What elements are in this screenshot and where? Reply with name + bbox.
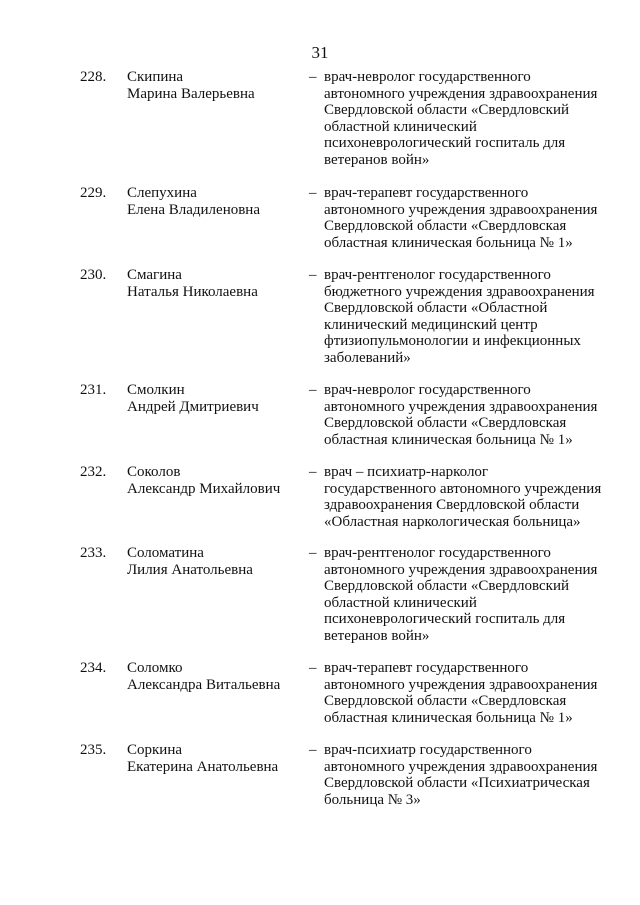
entry-number: 234. <box>80 660 107 676</box>
description-line: областная клиническая больница № 1» <box>324 431 573 448</box>
position-description <box>324 382 614 448</box>
surname: Соломко <box>127 660 183 676</box>
entry-number: 233. <box>80 545 107 561</box>
given-names: Александра Витальевна <box>127 676 281 693</box>
description-line: фтизиопульмонологии и инфекционных <box>324 333 581 350</box>
surname: Смолкин <box>127 382 185 398</box>
dash: – <box>309 660 317 676</box>
surname: Соломатина <box>127 545 204 561</box>
position-description <box>324 545 614 645</box>
surname: Смагина <box>127 267 182 283</box>
person-name <box>127 185 307 218</box>
surname: Соркина <box>127 742 183 758</box>
description-line: врач-рентгенолог государственного <box>324 545 551 561</box>
description-line: бюджетного учреждения здравоохранения <box>324 283 595 300</box>
dash: – <box>309 742 317 758</box>
position-description <box>324 742 614 808</box>
given-names: Наталья Николаевна <box>127 283 258 300</box>
description-line: автономного учреждения здравоохранения <box>324 676 598 693</box>
description-line: областной клинический <box>324 594 477 611</box>
entry-number: 229. <box>80 185 107 201</box>
description-line: клинический медицинский центр <box>324 316 538 333</box>
description-line: автономного учреждения здравоохранения <box>324 758 598 775</box>
person-name <box>127 382 307 415</box>
given-names: Елена Владиленовна <box>127 201 260 218</box>
dash: – <box>309 382 317 398</box>
person-name <box>127 267 307 300</box>
description-line: Свердловской области «Свердловский <box>324 578 569 595</box>
position-description <box>324 660 614 726</box>
dash: – <box>309 545 317 561</box>
dash: – <box>309 185 317 201</box>
given-names: Екатерина Анатольевна <box>127 758 279 775</box>
description-line: автономного учреждения здравоохранения <box>324 85 598 102</box>
dash: – <box>309 267 317 283</box>
entry-number: 235. <box>80 742 107 758</box>
given-names: Марина Валерьевна <box>127 85 255 102</box>
position-description <box>324 464 614 530</box>
description-line: ветеранов войн» <box>324 627 430 644</box>
description-line: Свердловской области «Свердловский <box>324 102 569 119</box>
description-line: областная клиническая больница № 1» <box>324 234 573 251</box>
description-line: областная клиническая больница № 1» <box>324 709 573 726</box>
surname: Скипина <box>127 69 184 85</box>
person-name <box>127 660 307 693</box>
position-description <box>324 267 614 367</box>
dash: – <box>309 69 317 85</box>
description-line: больница № 3» <box>324 791 421 808</box>
description-line: автономного учреждения здравоохранения <box>324 201 598 218</box>
description-line: заболеваний» <box>324 349 411 366</box>
person-name <box>127 545 307 578</box>
description-line: здравоохранения Свердловской области <box>324 497 580 514</box>
position-description <box>324 185 614 251</box>
description-line: Свердловской области «Свердловская <box>324 218 567 235</box>
person-name <box>127 69 307 102</box>
surname: Слепухина <box>127 185 197 201</box>
person-name <box>127 742 307 775</box>
description-line: врач-рентгенолог государственного <box>324 267 551 283</box>
person-name <box>127 464 307 497</box>
description-line: Свердловской области «Свердловская <box>324 415 567 432</box>
description-line: врач-терапевт государственного <box>324 185 529 201</box>
page-number: 31 <box>311 43 329 62</box>
position-description <box>324 69 614 169</box>
description-line: врач-психиатр государственного <box>324 742 532 758</box>
description-line: областной клинический <box>324 118 477 135</box>
description-line: ветеранов войн» <box>324 151 430 168</box>
description-line: врач – психиатр-нарколог <box>324 464 489 480</box>
surname: Соколов <box>127 464 181 480</box>
entry-number: 230. <box>80 267 107 283</box>
entry-number: 228. <box>80 69 107 85</box>
entry-number: 231. <box>80 382 107 398</box>
description-line: психоневрологический госпиталь для <box>324 135 566 152</box>
description-line: «Областная наркологическая больница» <box>324 513 581 530</box>
description-line: врач-терапевт государственного <box>324 660 529 676</box>
given-names: Александр Михайлович <box>127 480 281 497</box>
entry-number: 232. <box>80 464 107 480</box>
given-names: Лилия Анатольевна <box>127 561 253 578</box>
description-line: врач-невролог государственного <box>324 382 531 398</box>
dash: – <box>309 464 317 480</box>
description-line: государственного автономного учреждения <box>324 480 602 497</box>
given-names: Андрей Дмитриевич <box>127 398 259 415</box>
description-line: Свердловской области «Свердловская <box>324 693 567 710</box>
description-line: психоневрологический госпиталь для <box>324 611 566 628</box>
description-line: Свердловской области «Психиатрическая <box>324 775 590 792</box>
description-line: Свердловской области «Областной <box>324 300 548 317</box>
description-line: врач-невролог государственного <box>324 69 531 85</box>
description-line: автономного учреждения здравоохранения <box>324 398 598 415</box>
description-line: автономного учреждения здравоохранения <box>324 561 598 578</box>
